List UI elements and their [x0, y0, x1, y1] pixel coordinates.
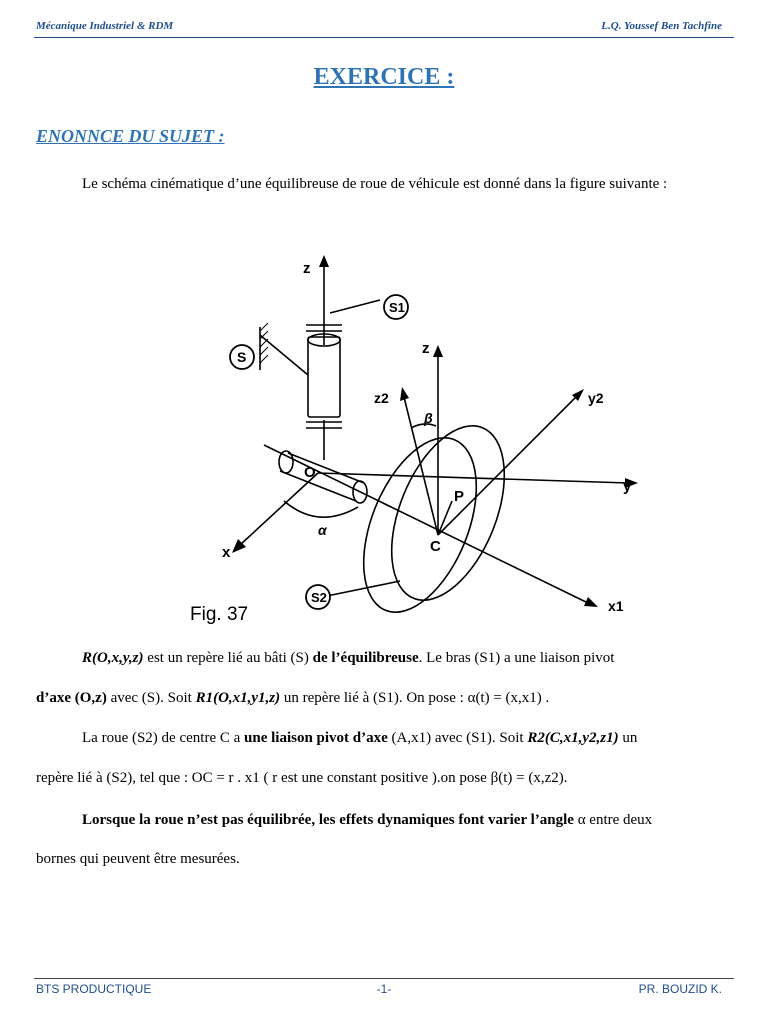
footer-divider: [34, 978, 734, 979]
text-line-6: bornes qui peuvent être mesurées.: [36, 851, 240, 867]
label-beta: β: [424, 410, 433, 426]
x-axis: [240, 473, 318, 545]
intro-paragraph: Le schéma cinématique d’une équilibreuse de roue de véhicule est donné dans la figure suivante :: [82, 176, 668, 192]
label-s1: S1: [389, 300, 405, 315]
text-line-3-a: La roue (S2) de centre C a: [82, 730, 245, 746]
wheel-back: [341, 422, 499, 629]
label-c: C: [430, 538, 441, 555]
label-s2: S2: [311, 590, 327, 605]
repere-r2: R2(C,x1,y2,z1): [527, 730, 619, 746]
text-line-5-a: Lorsque la roue n’est pas équilibrée, les effets dynamiques font varier l’angle: [82, 812, 578, 828]
label-z-wheel: z: [422, 340, 430, 357]
label-o: O: [304, 464, 316, 481]
figure-caption: Fig. 37: [190, 604, 249, 625]
footer-right: PR. BOUZID K.: [638, 982, 722, 996]
text-line-2-a: d’axe: [36, 690, 75, 706]
y-axis: [318, 473, 628, 483]
label-alpha: α: [318, 522, 327, 538]
page-number: -1-: [376, 982, 392, 996]
text-line-5-b: α entre deux: [577, 812, 653, 828]
text-line-5: [82, 812, 768, 829]
text-line-2-b: (O,z): [74, 690, 107, 706]
text-line-3-b: une liaison pivot d’axe: [244, 730, 388, 746]
text-line-4: repère lié à (S2), tel que : OC = r . x1 ( r est une constant positive ).on pose β(t) = (x,z2).: [36, 770, 568, 786]
footer-left: BTS PRODUCTIQUE: [36, 982, 152, 996]
wheel-front: [369, 410, 527, 617]
text-line-1-c: de l’équilibreuse: [312, 650, 419, 666]
label-s: S: [237, 349, 247, 365]
label-p: P: [454, 488, 465, 505]
text-line-3-c: (A,x1) avec (S1). Soit: [387, 730, 528, 746]
text-line-3-e: un: [618, 730, 638, 746]
label-z: z: [303, 260, 311, 277]
label-x: x: [222, 544, 231, 561]
vertical-cylinder: [308, 337, 340, 417]
label-x1: x1: [608, 598, 624, 614]
text-line-2: [36, 690, 749, 707]
label-y2: y2: [588, 390, 604, 406]
text-line-1-b: est un repère lié au bâti (S): [143, 650, 313, 666]
repere-r1: R1(O,x1,y1,z): [195, 690, 281, 706]
section-subtitle: ENONNCE DU SUJET :: [36, 126, 225, 146]
text-line-2-e: un repère lié à (S1). On pose : α(t) = (x,x1) .: [280, 690, 550, 706]
header-right: L.Q. Youssef Ben Tachfine: [601, 20, 722, 32]
text-line-3: [82, 730, 768, 747]
kinematic-diagram: [168, 245, 648, 630]
page-title: EXERCICE :: [313, 64, 455, 90]
repere-r: R(O,x,y,z): [82, 650, 144, 666]
header-left: Mécanique Industriel & RDM: [36, 20, 174, 32]
text-line-2-c: avec (S). Soit: [106, 690, 196, 706]
label-z2: z2: [374, 390, 389, 406]
header-divider: [34, 37, 734, 38]
text-line-1-d: . Le bras (S1) a une liaison pivot: [418, 650, 615, 666]
text-line-1: [82, 650, 768, 667]
label-y: y: [623, 478, 632, 495]
